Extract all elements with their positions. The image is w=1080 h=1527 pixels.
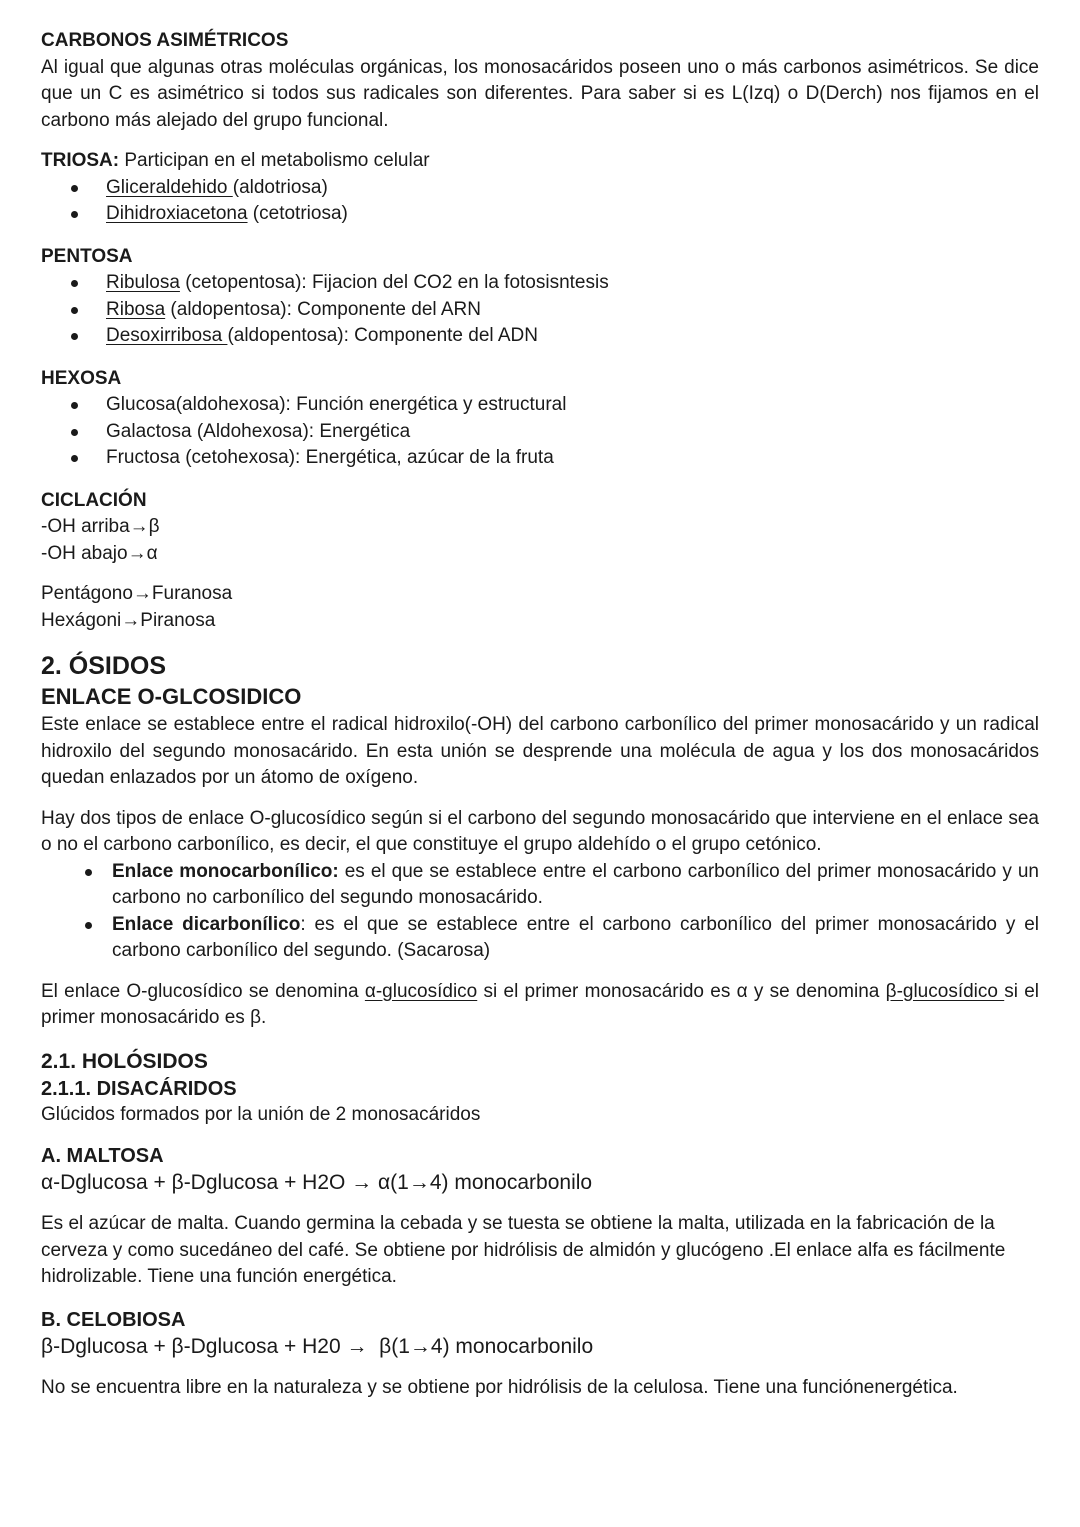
disacaridos-heading: 2.1.1. DISACÁRIDOS xyxy=(41,1077,237,1100)
term-underlined: Gliceraldehido xyxy=(106,176,233,198)
list-item: Glucosa(aldohexosa): Función energética y estructural xyxy=(41,392,1039,419)
triosa-list xyxy=(41,175,1039,228)
term-underlined: Ribosa xyxy=(106,298,166,320)
text-run: si el primer monosacárido es α y se denomina xyxy=(477,980,886,1002)
list-item: Fructosa (cetohexosa): Energética, azúcar de la fruta xyxy=(41,445,1039,472)
asimetricos-heading: CARBONOS ASIMÉTRICOS xyxy=(41,30,289,51)
osidos-heading: 2. ÓSIDOS xyxy=(41,652,167,680)
term-desc: (cetotriosa) xyxy=(247,203,348,224)
term-desc: es el que se establece entre el carbono carbonílico del primer monosacárido y un carbono no carbonílico del segundo monosacárido. xyxy=(112,860,1040,908)
ciclacion-line: -OH abajo→α xyxy=(41,542,158,564)
list-item xyxy=(41,270,1039,297)
term-underlined: Desoxirribosa xyxy=(106,325,228,346)
triosa-desc: Participan en el metabolismo celular xyxy=(119,150,430,171)
pentosa-list xyxy=(41,270,1039,350)
hexosa-heading: HEXOSA xyxy=(41,367,122,389)
term-desc: : es el que se establece entre el carbono carbonílico del primer monosacárido y el carbono carbonílico del segundo. (Sacarosa) xyxy=(112,913,1039,961)
list-item xyxy=(41,859,1039,912)
term-bold: Enlace dicarbonílico xyxy=(112,913,301,935)
hexosa-list xyxy=(41,392,1039,472)
list-item xyxy=(41,297,1039,324)
maltosa-paragraph: Es el azúcar de malta. Cuando germina la cebada y se tuesta se obtiene la malta, utilizada en la fabricación de la cerveza y como sucedáneo del café. Se obtiene por hidrólisis de almidón y glucógeno .El enlace alfa es fácilmente hidrolizable. Tiene una función energética. xyxy=(41,1213,1006,1287)
list-item xyxy=(41,175,1039,202)
celobiosa-paragraph: No se encuentra libre en la naturaleza y se obtiene por hidrólisis de la celulosa. Tiene una funciónenergética. xyxy=(41,1377,958,1398)
term-underlined: Dihidroxiacetona xyxy=(106,203,248,224)
disacaridos-text: Glúcidos formados por la unión de 2 monosacáridos xyxy=(41,1104,481,1125)
celobiosa-formula: β-Dglucosa + β-Dglucosa + H20 → β(1→4) monocarbonilo xyxy=(41,1335,594,1358)
term-desc: (aldotriosa) xyxy=(232,176,328,198)
term-desc: (aldopentosa): Componente del ADN xyxy=(227,325,538,346)
list-item: Galactosa (Aldohexosa): Energética xyxy=(41,419,1039,446)
ciclacion-heading: CICLACIÓN xyxy=(41,489,147,511)
ciclacion-line: -OH arriba→β xyxy=(41,516,160,537)
tipos-paragraph: Hay dos tipos de enlace O-glucosídico según si el carbono del segundo monosacárido que interviene en el enlace sea o no el carbono carbonílico, es decir, el que constituye el grupo aldehído o el grupo cetónico. xyxy=(41,807,1039,855)
tipos-list xyxy=(41,859,1039,965)
beta-term: β-glucosídico xyxy=(885,980,1005,1002)
ring-form-line: Pentágono→Furanosa xyxy=(41,583,233,604)
asimetricos-paragraph: Al igual que algunas otras moléculas orgánicas, los monosacáridos poseen uno o más carbonos asimétricos. Se dice que un C es asimétrico si todos sus radicales son diferentes. Para saber si es L(Izq) o D(Derch) nos fijamos en el carbono más alejado del grupo funcional. xyxy=(41,56,1039,131)
enlace-heading: ENLACE O-GLCOSIDICO xyxy=(41,684,302,709)
pentosa-heading: PENTOSA xyxy=(41,245,133,267)
term-underlined: Ribulosa xyxy=(106,272,180,293)
ring-form-line: Hexágoni→Piranosa xyxy=(41,609,216,631)
maltosa-heading: A. MALTOSA xyxy=(41,1144,164,1167)
celobiosa-heading: B. CELOBIOSA xyxy=(41,1308,186,1331)
list-item xyxy=(41,201,1039,228)
term-desc: (aldopentosa): Componente del ARN xyxy=(165,298,481,320)
alpha-term: α-glucosídico xyxy=(364,980,478,1002)
holosidos-heading: 2.1. HOLÓSIDOS xyxy=(41,1049,208,1073)
triosa-label: TRIOSA: xyxy=(41,150,120,171)
text-run: si el primer monosacárido es β. xyxy=(41,980,1039,1028)
term-bold: Enlace monocarbonílico: xyxy=(112,860,339,882)
maltosa-formula: α-Dglucosa + β-Dglucosa + H2O → α(1→4) monocarbonilo xyxy=(41,1171,593,1194)
term-desc: (cetopentosa): Fijacion del CO2 en la fotosisntesis xyxy=(179,272,609,293)
triosa-line xyxy=(41,148,1039,175)
list-item xyxy=(41,912,1039,965)
denominacion-paragraph xyxy=(41,979,1039,1032)
list-item xyxy=(41,323,1039,350)
text-run: El enlace O-glucosídico se denomina xyxy=(41,980,365,1002)
enlace-paragraph: Este enlace se establece entre el radical hidroxilo(-OH) del carbono carbonílico del primer monosacárido y un radical hidroxilo del segundo monosacárido. En esta unión se desprende una molécula de agua y los dos monosacáridos quedan enlazados por un átomo de oxígeno. xyxy=(41,714,1039,788)
